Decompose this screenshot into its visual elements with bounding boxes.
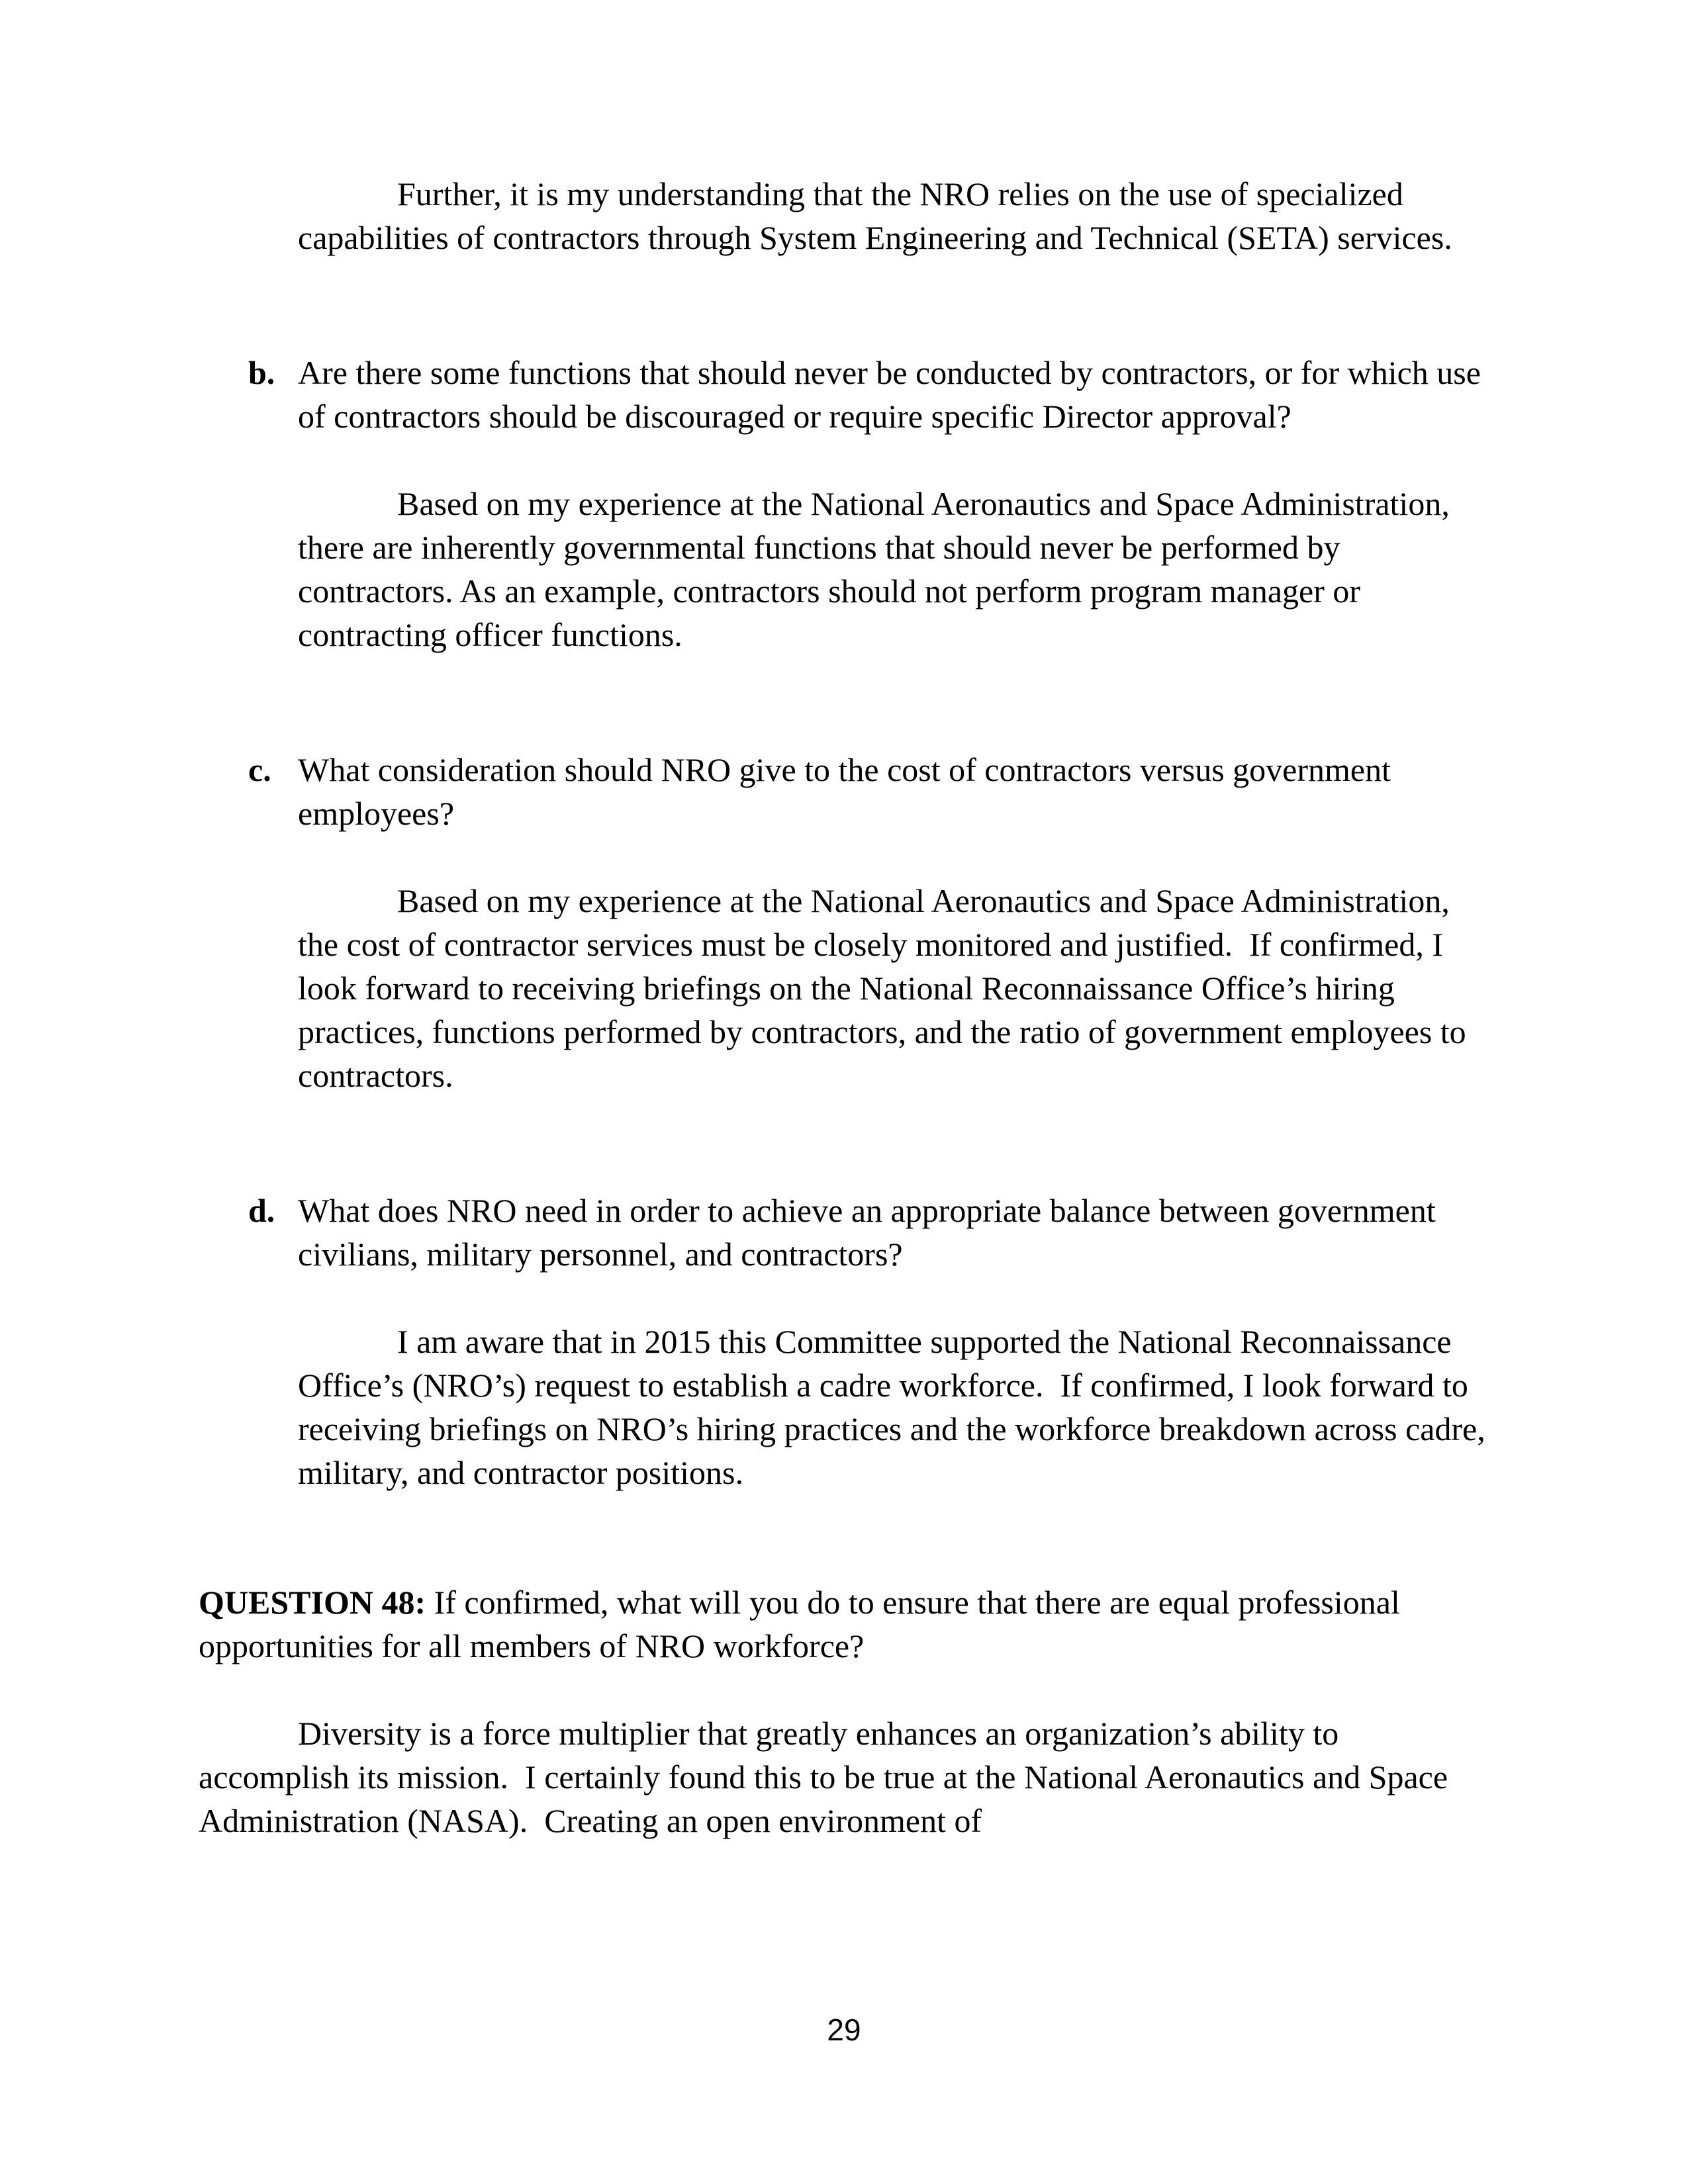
item-letter-c: c. bbox=[248, 751, 271, 788]
intro-paragraph: Further, it is my understanding that the NRO relies on the use of specialized capabilities of contractors through System Engineering and Technical (SETA) services. bbox=[298, 175, 1452, 256]
item-letter-b: b. bbox=[248, 354, 275, 391]
question-text-b: Are there some functions that should never be conducted by contractors, or for which use of contractors should be discouraged or require specific Director approval? bbox=[298, 354, 1489, 435]
closing-paragraph: Diversity is a force multiplier that greatly enhances an organization’s ability to accomplish its mission. I certainly found this to be true at the National Aeronautics and Space Administration (NASA). Creating an open environment of bbox=[199, 1715, 1454, 1839]
question-text-c: What consideration should NRO give to the cost of contractors versus government employees? bbox=[298, 751, 1399, 832]
question-48-paragraph bbox=[199, 1580, 1489, 1668]
question-item-b bbox=[248, 351, 1489, 438]
answer-paragraph-b: Based on my experience at the National Aeronautics and Space Administration, there are inherently governmental functions that should never be performed by contractors. As an example, contractors should not perform program manager or contracting officer functions. bbox=[298, 485, 1458, 653]
item-letter-d: d. bbox=[248, 1192, 275, 1229]
answer-paragraph-d: I am aware that in 2015 this Committee supported the National Reconnaissance Office’s (NRO’s) request to establish a cadre workforce. If confirmed, I look forward to receiving briefings on NRO’s hiring practices and the workforce breakdown across cadre, military, and contractor positions. bbox=[298, 1323, 1494, 1491]
answer-paragraph-c: Based on my experience at the National Aeronautics and Space Administration, the cost of contractor services must be closely monitored and justified. If confirmed, I look forward to receiving briefings on the National Reconnaissance Office’s hiring practices, functions performed by contractors, and the ratio of government employees to contractors. bbox=[298, 882, 1475, 1094]
question-text-d: What does NRO need in order to achieve an appropriate balance between government civilians, military personnel, and contractors? bbox=[298, 1192, 1444, 1273]
question-item-c bbox=[248, 748, 1489, 835]
question-48-label: QUESTION 48: bbox=[199, 1584, 426, 1621]
question-item-d bbox=[248, 1189, 1489, 1276]
question-48-text: If confirmed, what will you do to ensure that there are equal professional opportunities for all members of NRO workforce? bbox=[199, 1584, 1409, 1664]
page-number: 29 bbox=[827, 2013, 861, 2047]
